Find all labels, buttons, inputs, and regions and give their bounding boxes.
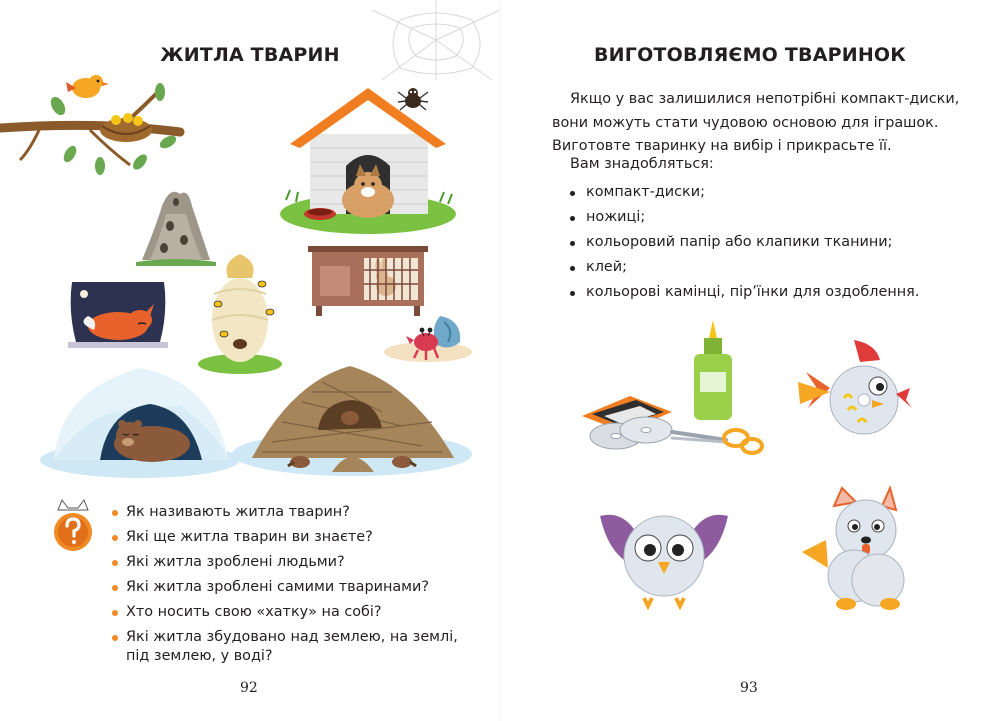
list-item: кольоровий папір або клапики тканини; (568, 230, 919, 255)
page-number: 92 (240, 680, 258, 696)
cd-owl-illustration (596, 506, 732, 610)
rabbit-hutch-illustration (308, 246, 428, 316)
sleeping-fox-den-illustration (68, 282, 168, 348)
bear-den-illustration (40, 360, 240, 480)
left-page-title: ЖИТЛА ТВАРИН (160, 44, 340, 66)
list-item: ножиці; (568, 205, 919, 230)
craft-materials-illustration (576, 320, 766, 460)
list-item: Як називають житла тварин? (110, 503, 470, 522)
cd-fish-illustration (796, 338, 916, 448)
materials-heading: Вам знадобляться: (570, 156, 714, 172)
list-item: Які житла збудовано над землею, на землі, під землею, у воді? (110, 628, 470, 666)
list-item: Які житла зроблені людьми? (110, 553, 470, 572)
list-item: Хто носить свою «хатку» на собі? (110, 603, 470, 622)
right-page (500, 0, 1000, 721)
spider-web-illustration (372, 0, 500, 90)
cd-cat-illustration (798, 488, 918, 612)
questions-list (110, 503, 470, 672)
list-item: компакт-диски; (568, 180, 919, 205)
materials-list (568, 180, 919, 305)
beehive-illustration (198, 254, 288, 376)
list-item: Які житла зроблені самими тваринами? (110, 578, 470, 597)
hermit-crab-illustration (382, 312, 472, 364)
question-cat-icon (52, 500, 94, 554)
beaver-lodge-illustration (232, 362, 472, 478)
list-item: Які ще житла тварин ви знаєте? (110, 528, 470, 547)
page-number: 93 (740, 680, 758, 696)
intro-paragraph (552, 88, 962, 159)
intro-text: Якщо у вас залишилися непотрібні компакт-диски, вони можуть стати чудовою основою для іграшок. Виготовте тваринку на вибір і прикрасьте її. (552, 91, 960, 154)
list-item: клей; (568, 255, 919, 280)
spider-icon (398, 86, 428, 114)
right-page-title: ВИГОТОВЛЯЄМО ТВАРИНОК (593, 44, 907, 66)
bird-nest-illustration (0, 70, 190, 190)
list-item: кольорові камінці, пір’їнки для оздоблення. (568, 280, 919, 305)
dog-kennel-illustration (276, 82, 456, 237)
